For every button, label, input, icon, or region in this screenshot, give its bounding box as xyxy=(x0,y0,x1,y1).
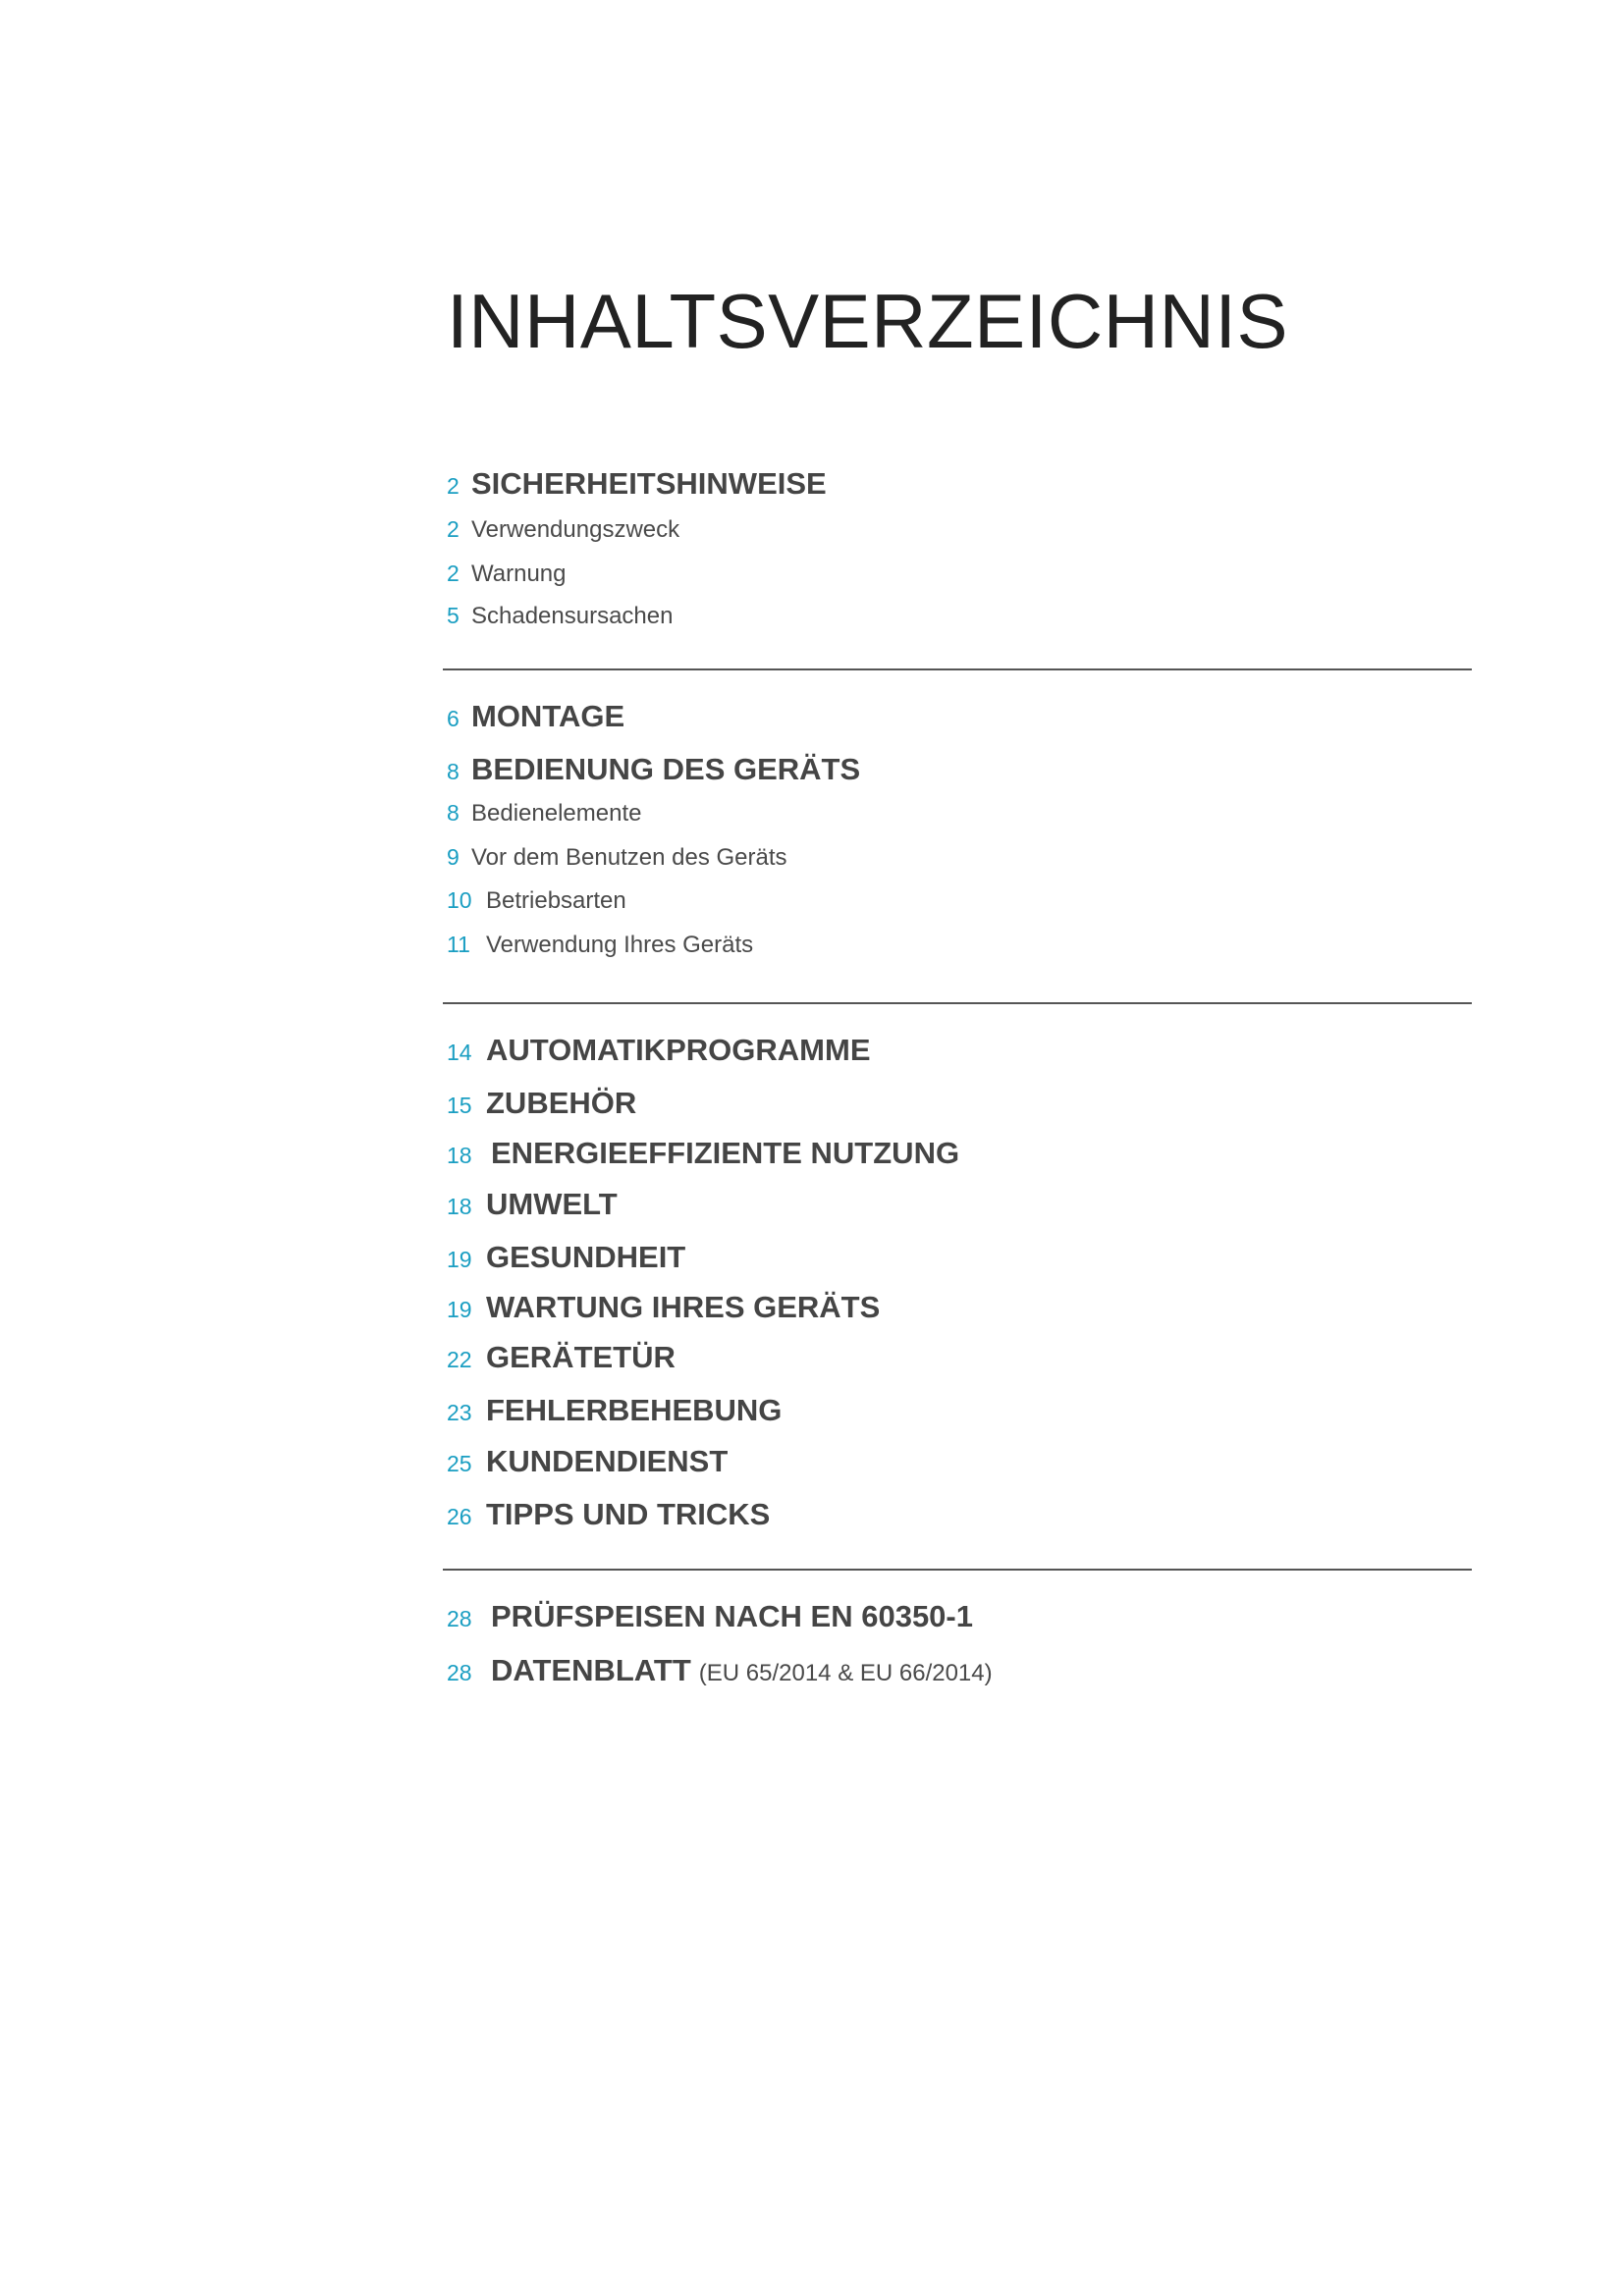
toc-entry-bedienung[interactable] xyxy=(447,754,860,784)
toc-entry-kundendienst[interactable] xyxy=(447,1446,728,1476)
toc-label: PRÜFSPEISEN NACH EN 60350-1 xyxy=(491,1599,973,1633)
toc-entry-warnung[interactable] xyxy=(447,562,567,586)
toc-entry-fehlerbehebung[interactable] xyxy=(447,1395,782,1425)
toc-label: WARTUNG IHRES GERÄTS xyxy=(486,1290,881,1324)
page-number: 26 xyxy=(447,1504,472,1529)
toc-entry-gesundheit[interactable] xyxy=(447,1242,685,1272)
page-number: 5 xyxy=(447,603,460,628)
toc-entry-automatikprogramme[interactable] xyxy=(447,1035,871,1065)
toc-entry-sicherheitshinweise[interactable] xyxy=(447,468,827,499)
page-number: 10 xyxy=(447,887,472,913)
page-number: 19 xyxy=(447,1247,472,1272)
toc-entry-schadensursachen[interactable] xyxy=(447,605,673,628)
toc-label: Verwendungszweck xyxy=(471,516,680,543)
page-number: 2 xyxy=(447,473,460,499)
toc-label: DATENBLATT xyxy=(491,1653,691,1687)
toc-label: GESUNDHEIT xyxy=(486,1240,686,1274)
toc-label: Schadensursachen xyxy=(471,603,674,629)
toc-label: GERÄTETÜR xyxy=(486,1340,676,1374)
toc-entry-betriebsarten[interactable] xyxy=(447,889,626,913)
toc-entry-vor-dem-benutzen[interactable] xyxy=(447,846,787,870)
toc-label: Verwendung Ihres Geräts xyxy=(486,932,754,958)
toc-entry-zubehoer[interactable] xyxy=(447,1088,636,1118)
section-divider xyxy=(443,1002,1472,1004)
page-number: 2 xyxy=(447,516,460,542)
page-number: 25 xyxy=(447,1451,472,1476)
section-divider xyxy=(443,668,1472,670)
toc-label: Betriebsarten xyxy=(486,887,626,914)
page-number: 18 xyxy=(447,1194,472,1219)
toc-entry-wartung[interactable] xyxy=(447,1292,880,1322)
page-number: 28 xyxy=(447,1606,472,1631)
toc-label: TIPPS UND TRICKS xyxy=(486,1497,771,1531)
toc-label: ZUBEHÖR xyxy=(486,1086,637,1120)
page-number: 9 xyxy=(447,844,460,870)
toc-label: Warnung xyxy=(471,561,567,587)
page-number: 8 xyxy=(447,759,460,784)
toc-label: Vor dem Benutzen des Geräts xyxy=(471,844,787,871)
toc-label: MONTAGE xyxy=(471,699,625,733)
toc-entry-pruefspeisen[interactable] xyxy=(447,1601,973,1631)
page-number: 23 xyxy=(447,1400,472,1425)
toc-label: KUNDENDIENST xyxy=(486,1444,729,1478)
toc-entry-bedienelemente[interactable] xyxy=(447,802,641,826)
page-number: 14 xyxy=(447,1040,472,1065)
toc-label: UMWELT xyxy=(486,1187,618,1221)
toc-entry-verwendung-ihres-geraets[interactable] xyxy=(447,934,753,957)
page-number: 19 xyxy=(447,1297,472,1322)
toc-label: AUTOMATIKPROGRAMME xyxy=(486,1033,871,1067)
toc-entry-geraetetuer[interactable] xyxy=(447,1342,676,1372)
toc-label: ENERGIEEFFIZIENTE NUTZUNG xyxy=(491,1136,960,1170)
page-number: 8 xyxy=(447,800,460,826)
toc-label: BEDIENUNG DES GERÄTS xyxy=(471,752,861,786)
page-title: INHALTSVERZEICHNIS xyxy=(447,278,1289,364)
toc-entry-umwelt[interactable] xyxy=(447,1189,618,1219)
page-number: 2 xyxy=(447,561,460,586)
page-number: 28 xyxy=(447,1660,472,1685)
toc-entry-tipps-und-tricks[interactable] xyxy=(447,1499,770,1529)
page-number: 6 xyxy=(447,706,460,731)
toc-entry-datenblatt[interactable] xyxy=(447,1655,993,1685)
toc-entry-energieeffiziente-nutzung[interactable] xyxy=(447,1138,959,1168)
toc-note: (EU 65/2014 & EU 66/2014) xyxy=(698,1660,993,1686)
toc-label: SICHERHEITSHINWEISE xyxy=(471,466,827,501)
page-number: 22 xyxy=(447,1347,472,1372)
toc-label: Bedienelemente xyxy=(471,800,642,827)
toc-entry-verwendungszweck[interactable] xyxy=(447,518,679,542)
page-number: 15 xyxy=(447,1093,472,1118)
toc-entry-montage[interactable] xyxy=(447,701,624,731)
section-divider xyxy=(443,1569,1472,1571)
page-number: 11 xyxy=(447,932,470,957)
toc-label: FEHLERBEHEBUNG xyxy=(486,1393,783,1427)
page-number: 18 xyxy=(447,1143,472,1168)
